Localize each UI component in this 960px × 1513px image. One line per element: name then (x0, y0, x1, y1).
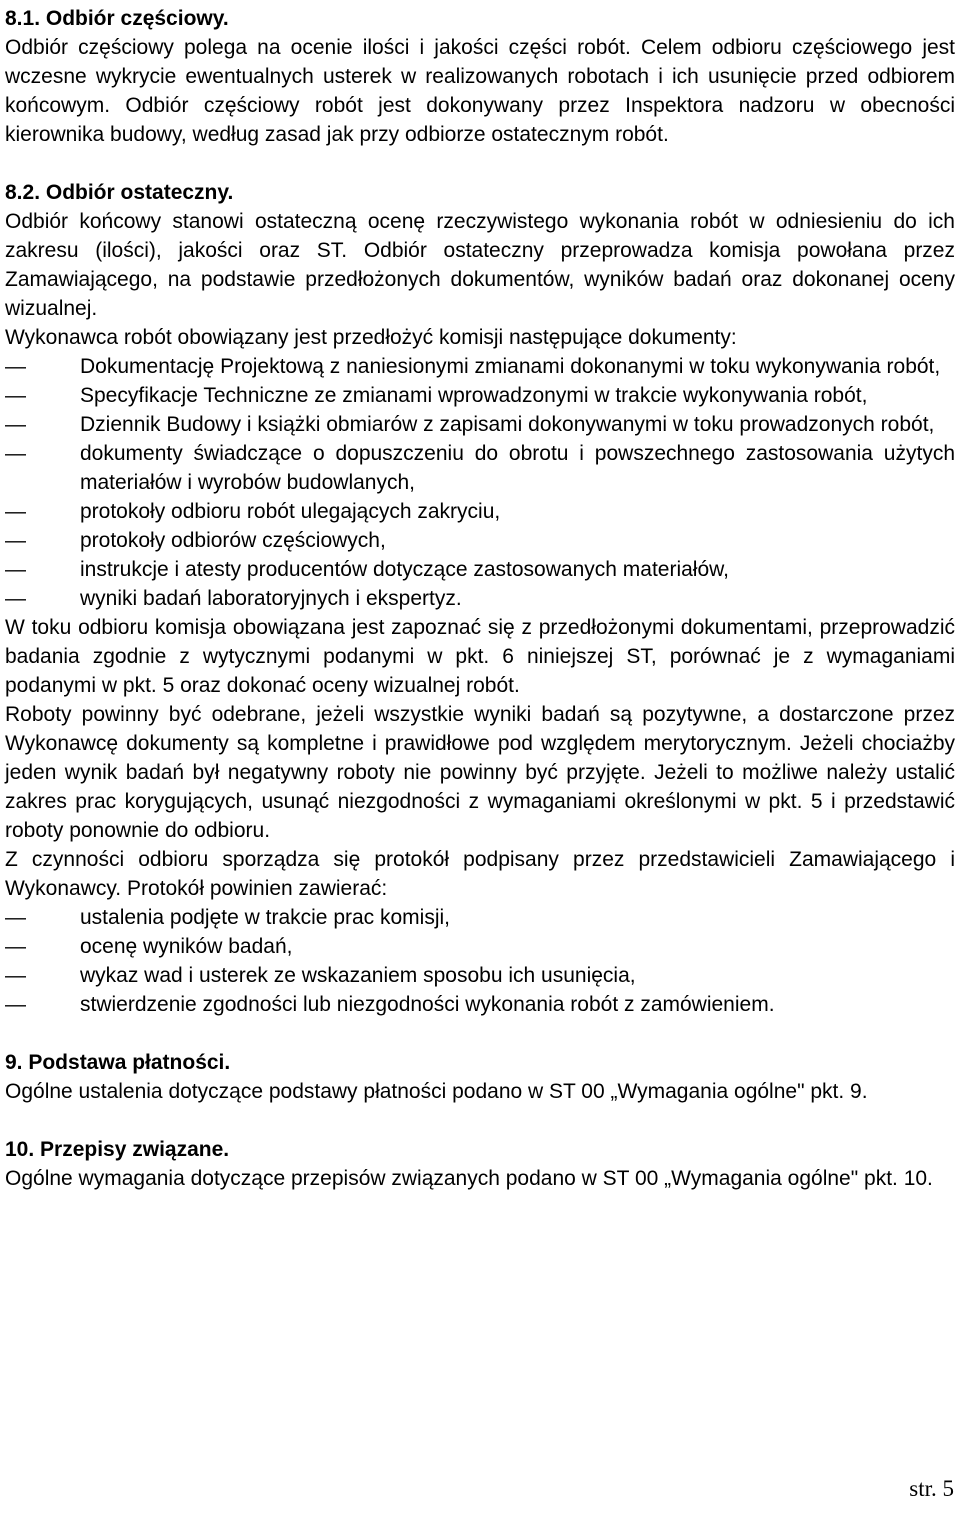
list-item (5, 584, 955, 613)
dash-bullet: — (5, 529, 26, 552)
section-8-1-heading: 8.1. Odbiór częściowy. (5, 7, 229, 30)
list-item (5, 903, 955, 932)
list-item-text: wykaz wad i usterek ze wskazaniem sposobu ich usunięcia, (80, 964, 636, 987)
protocol-contents-list (5, 903, 955, 1019)
dash-bullet: — (5, 935, 26, 958)
section-10-text: Ogólne wymagania dotyczące przepisów związanych podano w ST 00 „Wymagania ogólne" pkt. 10. (5, 1167, 933, 1190)
list-item (5, 410, 955, 439)
dash-bullet: — (5, 993, 26, 1016)
spacer (5, 149, 955, 178)
list-item (5, 932, 955, 961)
list-item-text: instrukcje i atesty producentów dotyczące zastosowanych materiałów, (80, 558, 729, 581)
dash-bullet: — (5, 558, 26, 581)
list-item-text: ocenę wyników badań, (80, 935, 293, 958)
section-8-2-paragraph-2: Wykonawca robót obowiązany jest przedłożyć komisji następujące dokumenty: (5, 326, 737, 349)
dash-bullet: — (5, 906, 26, 929)
section-9-text: Ogólne ustalenia dotyczące podstawy płatności podano w ST 00 „Wymagania ogólne" pkt. 9. (5, 1080, 868, 1103)
list-item-text: Dokumentację Projektową z naniesionymi zmianami dokonanymi w toku wykonywania robót, (80, 355, 941, 378)
list-item (5, 439, 955, 497)
section-10-heading: 10. Przepisy związane. (5, 1138, 230, 1161)
section-8-2-paragraph-5: Z czynności odbioru sporządza się protokół podpisany przez przedstawicieli Zamawiającego i Wykonawcy. Protokół powinien zawierać: (5, 848, 955, 900)
list-item (5, 526, 955, 555)
list-item-text: protokoły odbioru robót ulegających zakryciu, (80, 500, 501, 523)
list-item-text: Dziennik Budowy i książki obmiarów z zapisami dokonywanymi w toku prowadzonych robót, (80, 413, 935, 436)
section-9-heading: 9. Podstawa płatności. (5, 1051, 231, 1074)
list-item (5, 497, 955, 526)
required-documents-list (5, 352, 955, 613)
dash-bullet: — (5, 500, 26, 523)
list-item (5, 961, 955, 990)
section-8-2-paragraph-3: W toku odbioru komisja obowiązana jest zapoznać się z przedłożonymi dokumentami, przeprowadzić badania zgodnie z wytycznymi podanymi w pkt. 6 niniejszej ST, porównać je z wymaganiami podanymi w pkt. 5 oraz dokonać oceny wizualnej robót. (5, 616, 955, 697)
list-item-text: Specyfikacje Techniczne ze zmianami wprowadzonymi w trakcie wykonywania robót, (80, 384, 868, 407)
list-item-text: ustalenia podjęte w trakcie prac komisji, (80, 906, 451, 929)
dash-bullet: — (5, 964, 26, 987)
list-item (5, 381, 955, 410)
section-8-2-heading: 8.2. Odbiór ostateczny. (5, 181, 234, 204)
spacer (5, 1106, 955, 1135)
page-number: str. 5 (909, 1476, 954, 1501)
dash-bullet: — (5, 587, 26, 610)
list-item (5, 555, 955, 584)
section-8-1-text: Odbiór częściowy polega na ocenie ilości i jakości części robót. Celem odbioru częściowego jest wczesne wykrycie ewentualnych usterek w realizowanych robotach i ich usunięcie przed odbiorem końcowym. Odbiór częściowy robót jest dokonywany przez Inspektora nadzoru w obecności kierownika budowy, według zasad jak przy odbiorze ostatecznym robót. (5, 36, 955, 146)
list-item-text: dokumenty świadczące o dopuszczeniu do obrotu i powszechnego zastosowania użytych materiałów i wyrobów budowlanych, (80, 442, 955, 494)
list-item (5, 352, 955, 381)
list-item (5, 990, 955, 1019)
list-item-text: wyniki badań laboratoryjnych i ekspertyz. (80, 587, 462, 610)
spacer (5, 1019, 955, 1048)
section-8-2-paragraph-1: Odbiór końcowy stanowi ostateczną ocenę rzeczywistego wykonania robót w odniesieniu do ich zakresu (ilości), jakości oraz ST. Odbiór ostateczny przeprowadza komisja powołana przez Zamawiającego, na podstawie przedłożonych dokumentów, wyników badań oraz dokonanej oceny wizualnej. (5, 210, 955, 320)
dash-bullet: — (5, 442, 26, 465)
section-8-2-paragraph-4: Roboty powinny być odebrane, jeżeli wszystkie wyniki badań są pozytywne, a dostarczone przez Wykonawcę dokumenty są kompletne i prawidłowe pod względem merytorycznym. Jeżeli chociażby jeden wynik badań był negatywny roboty nie powinny być przyjęte. Jeżeli to możliwe należy ustalić zakres prac korygujących, usunąć niezgodności z wymaganiami określonymi w pkt. 5 i przedstawić roboty ponownie do odbioru. (5, 703, 955, 842)
list-item-text: stwierdzenie zgodności lub niezgodności wykonania robót z zamówieniem. (80, 993, 775, 1016)
dash-bullet: — (5, 384, 26, 407)
dash-bullet: — (5, 413, 26, 436)
list-item-text: protokoły odbiorów częściowych, (80, 529, 386, 552)
dash-bullet: — (5, 355, 26, 378)
document-page (5, 4, 955, 1193)
